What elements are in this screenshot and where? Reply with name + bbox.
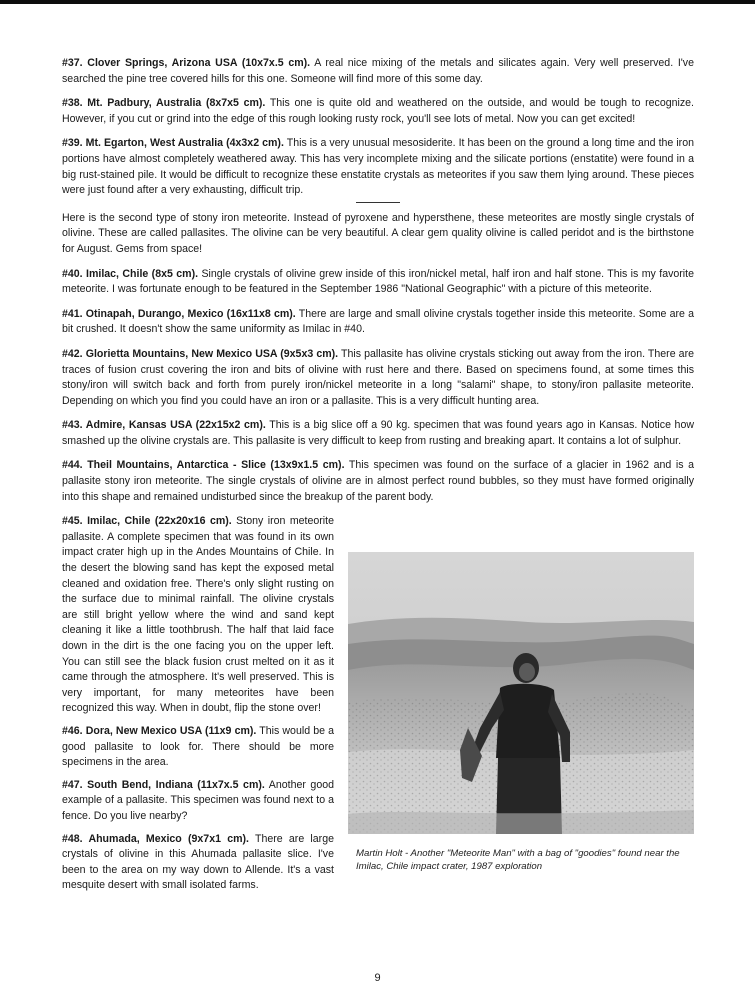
entries-top xyxy=(62,56,694,199)
page-number: 9 xyxy=(374,972,381,984)
entry-42: #42. Glorietta Mountains, New Mexico USA (9x5x3 cm). This pallasite has olivine crystals sticking out away from the iron. There are traces of fusion crust covering the iron and bits of olivine with rust here and there. Based on specimens found, at some times this stony/iron will switch back and forth from purely iron/nickel meteorite in a long "salami" shape, to stony/iron pallasite meteorite. Depending on which you find you could have an iron or a pallasite. This is a very difficult hunting area. xyxy=(62,347,694,407)
entry-38: #38. Mt. Padbury, Australia (8x7x5 cm). This one is quite old and weathered on the outside, and would be tough to recognize. However, if you cut or grind into the edge of this rough looking rusty rock, you'll see lots of metal. Now you can get excited! xyxy=(62,97,694,125)
entry-41: #41. Otinapah, Durango, Mexico (16x11x8 cm). There are large and small olivine crystals together inside this meteorite. Some are a bit crushed. It doesn't show the same uniformity as Imilac in #40. xyxy=(62,307,694,336)
entry-47: #47. South Bend, Indiana (11x7x.5 cm). Another good example of a pallasite. This specimen was found next to a fence. Do you live nearby? xyxy=(62,778,334,822)
entry-46: #46. Dora, New Mexico USA (11x9 cm). This would be a good pallasite to look for. There should be more specimens in the area. xyxy=(62,724,334,769)
section-divider xyxy=(356,202,400,203)
entry-39: #39. Mt. Egarton, West Australia (4x3x2 cm). This is a very unusual mesosiderite. It has been on the ground a long time and the iron portions have almost completely weathered away. This has very incomplete mixing and the silicate portions (enstatite) were found in a big rust-stained pile. It would be difficult to recognize these enstatite crystals as meteorites if you saw them lying around. These pieces were just found after a very exhausting, difficult trip. xyxy=(62,137,694,197)
entry-37: #37. Clover Springs, Arizona USA (10x7x.5 cm). A real nice mixing of the metals and silicates again. Very well preserved. I've searched the pine tree covered hills for this one. Someone will find more of this some day. xyxy=(62,57,694,85)
desert-photo xyxy=(348,552,694,834)
left-column xyxy=(62,514,334,894)
photo-figure xyxy=(348,552,694,873)
photo-caption: Martin Holt - Another "Meteorite Man" with a bag of "goodies" found near the Imilac, Chile impact crater, 1987 exploration xyxy=(356,848,680,872)
entry-48: #48. Ahumada, Mexico (9x7x1 cm). There are large crystals of olivine in this Ahumada pallasite slice. I've been to the area on my way down to Allende. It's a vast mesquite desert with small isolated farms. xyxy=(62,832,334,892)
two-column-section xyxy=(62,514,694,894)
entries-mid xyxy=(62,267,694,506)
entry-45: #45. Imilac, Chile (22x20x16 cm). Stony iron meteorite pallasite. A complete specimen that was found in its own impact crater high up in the Andes Mountains of Chile. In the desert the blowing sand has kept the exposed metal cleaned and oxidation free. There's only slight rusting on the surface due to minimal rainfall. The olivine crystals are still bright yellow where the wind and sand kept cleaning it like a little toothbrush. The half that laid face down in the dirt is the one facing you on the upper left. You can still see the black fusion crust melted on it as it came through the atmosphere. It's well preserved. This is very important, for many meteorites have been recognized this way. When in doubt, flip the stone over! xyxy=(62,515,334,715)
pallasite-intro: Here is the second type of stony iron meteorite. Instead of pyroxene and hypersthene, these meteorites are mostly single crystals of olivine. These are called pallasites. The olivine can be very beautiful. A clear gem quality olivine is called peridot and is the birthstone for August. Gems from space! xyxy=(62,211,694,255)
entry-40: #40. Imilac, Chile (8x5 cm). Single crystals of olivine grew inside of this iron/nickel metal, half iron and half stone. This is my favorite meteorite. I was fortunate enough to be featured in the September 1986 "National Geographic" with a picture of this meteorite. xyxy=(62,267,694,296)
top-border xyxy=(0,0,755,4)
page-content xyxy=(62,56,694,901)
entry-43: #43. Admire, Kansas USA (22x15x2 cm). This is a big slice off a 90 kg. specimen that was found years ago in Kansas. Notice how smashed up the olivine crystals are. This pallasite is very difficult to keep from rusting and breaking apart. It contains a lot of sulphur. xyxy=(62,419,694,447)
entry-44: #44. Theil Mountains, Antarctica - Slice (13x9x1.5 cm). This specimen was found on the surface of a glacier in 1962 and is a pallasite stony iron meteorite. The single crystals of olivine are in almost perfect round bubbles, so they must have formed originally into this shape and remained undisturbed since the breakup of the parent body. xyxy=(62,459,694,503)
